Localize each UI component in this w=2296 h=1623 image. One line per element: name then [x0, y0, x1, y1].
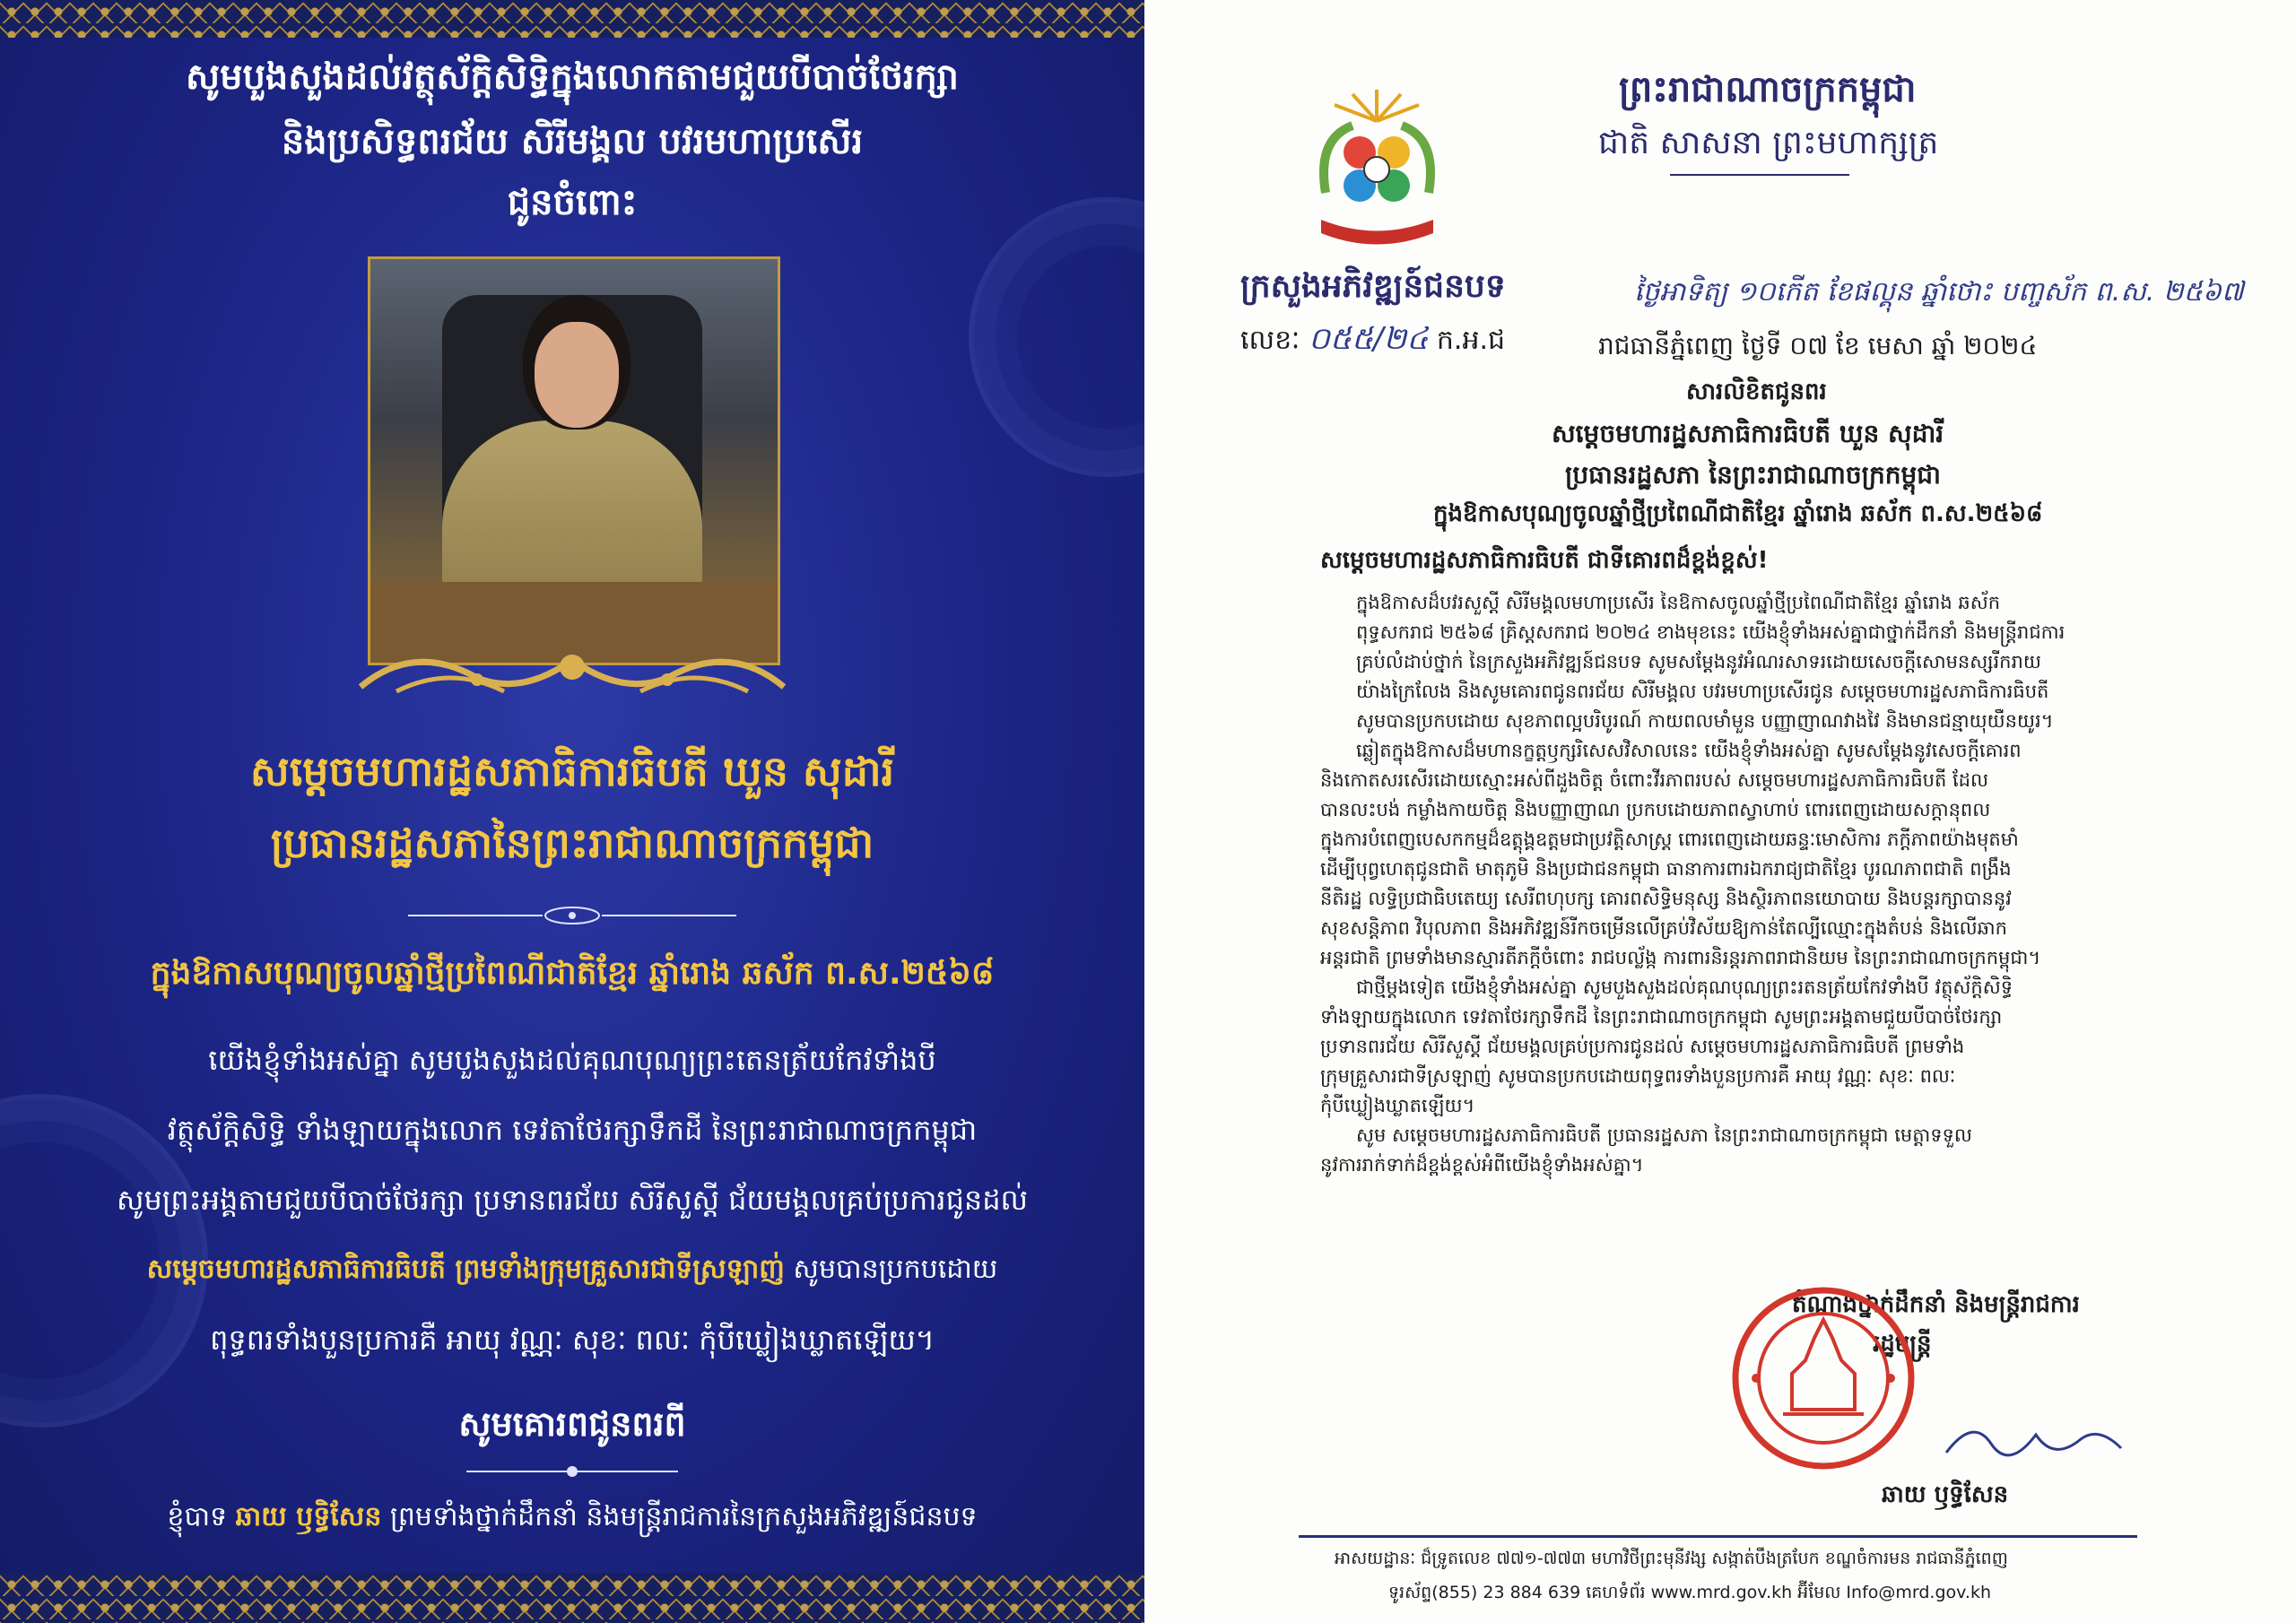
card-header-line2: និងប្រសិទ្ធពរជ័យ សិរីមង្គល បវរមហាប្រសើរ [281, 121, 864, 162]
letter-sign-role: រដ្ឋមន្ត្រី [1873, 1331, 1932, 1358]
ref-label: លេខៈ [1240, 325, 1300, 356]
letter-sign-title: តំណាងថ្នាក់ដឹកនាំ និងមន្ត្រីរាជការ [1792, 1291, 2080, 1318]
card-body-line5: ពុទ្ធពរទាំងបួនប្រការគឺ អាយុ វណ្ណៈ សុខៈ ពលៈ កុំបីឃ្លៀងឃ្លាតឡើយ។ [210, 1323, 935, 1357]
letter-line: ឆ្លៀតក្នុងឱកាសដ៏មហានក្ខត្តឫក្សរិសេសវិសាលនេះ យើងខ្ញុំទាំងអស់គ្នា សូមសម្ដែងនូវសេចក្ដីគោរព [1356, 740, 2022, 761]
letter-line: ជាថ្មីម្តងទៀត យើងខ្ញុំទាំងអស់គ្នា សូមបួងសួងដល់គុណបុណ្យព្រះរតនត្រ័យកែវទាំងបី វត្ថុស័ក្តិសិទ្ធិ [1356, 976, 2013, 998]
letter-salutation: សម្ដេចមហារដ្ឋសភាធិការធិបតី ជាទីគោរពដ៏ខ្ពង់ខ្ពស់! [1320, 547, 1769, 574]
card-name: សម្ដេចមហារដ្ឋសភាធិការធិបតី ឃួន សុដារី [249, 747, 895, 795]
card-body-line1: យើងខ្ញុំទាំងអស់គ្នា សូមបួងសួងដល់គុណបុណ្យព្រះតេនត្រ័យកែវទាំងបី [208, 1043, 936, 1077]
letter-signer: ឆាយ ឫទ្ធិសែន [1882, 1481, 2009, 1508]
letter-paragraph [1320, 1121, 2154, 1180]
letter-line: ក្រុមគ្រួសារជាទីស្រឡាញ់ សូមបានប្រកបដោយពុទ្ធពរទាំងបួនប្រការគឺ អាយុ វណ្ណៈ សុខៈ ពលៈ [1320, 1065, 1956, 1087]
letter-subject-4: ក្នុងឱកាសបុណ្យចូលឆ្នាំថ្មីប្រពៃណីជាតិខ្មែរ ឆ្នាំរោង ឆស័ក ព.ស.២៥៦៨ [1433, 500, 2043, 527]
mandala-decoration [969, 197, 1144, 477]
sender-name: ឆាយ ឫទ្ធិសែន [235, 1501, 382, 1532]
ref-suffix: ក.អ.ជ [1436, 325, 1506, 356]
signature-icon [1937, 1408, 2126, 1471]
letter-line: សុខសន្តិភាព វិបុលភាព និងអភិវឌ្ឍន៍រីកចម្រើនលើគ្រប់វិស័យឱ្យកាន់តែល្បីឈ្មោះក្នុងតំបន់ និងលើឆាក [1320, 917, 2007, 939]
letter-line: នូវការរាក់ទាក់ដ៏ខ្ពង់ខ្ពស់អំពីយើងខ្ញុំទាំងអស់គ្នា។ [1320, 1154, 1644, 1176]
letter-line: សូមបានប្រកបដោយ សុខភាពល្អបរិបូរណ៍ កាយពលមាំមួន បញ្ញាញាណវាងវៃ និងមានជន្មាយុយឺនយូរ។ [1356, 710, 2054, 732]
letter-subject-2: សម្ដេចមហារដ្ឋសភាធិការធិបតី ឃួន សុដារី [1552, 419, 1944, 448]
closing-divider [466, 1463, 678, 1480]
letter-kingdom: ព្រះរាជាណាចក្រកម្ពុជា [1619, 69, 1917, 110]
sender-prefix: ខ្ញុំបាទ [167, 1501, 236, 1532]
card-header-line3: ជូនចំពោះ [507, 182, 638, 223]
letter-line: ប្រទានពរជ័យ សិរីសួស្តី ជ័យមង្គលគ្រប់ប្រការជូនដល់ សម្ដេចមហារដ្ឋសភាធិការធិបតី ព្រមទាំង [1320, 1036, 1965, 1057]
letter-line: ក្នុងការបំពេញបេសកកម្មដ៏ឧត្ដុង្គឧត្ដមជាប្រវត្តិសាស្ត្រ ពោរពេញដោយឆន្ទៈមោសិការ ភក្ដីភាពយ៉ាងមុតមាំ [1320, 829, 2019, 850]
card-position: ប្រធានរដ្ឋសភានៃព្រះរាជាណាចក្រកម្ពុជា [270, 819, 874, 867]
letter-line: គ្រប់លំដាប់ថ្នាក់ នៃក្រសួងអភិវឌ្ឍន៍ជនបទ សូមសម្ដែងនូវអំណរសាទរដោយសេចក្ដីសោមនស្សរីករាយ [1356, 651, 2041, 673]
ministry-logo-icon [1299, 85, 1456, 256]
letter-reference [1240, 319, 1505, 364]
letter-footer-address: អាសយដ្ឋានៈ ជ៏ទ្រូតលេខ ៧៧១-៧៧៣ មហាវិថីព្រះមុនីវង្ស សង្កាត់បឹងត្របែក ខណ្ឌចំការមន រាជធានីភ្នំពេញ [1335, 1549, 2008, 1568]
letter-subject-1: សារលិខិតជូនពរ [1686, 378, 1827, 405]
letter-line: កុំបីឃ្លៀងឃ្លាតឡើយ។ [1320, 1095, 1475, 1116]
letter-line: បានលះបង់ កម្លាំងកាយចិត្ត និងបញ្ញាញាណ ប្រកបដោយភាពស្វាហាប់ ពោរពេញដោយសក្ដានុពល [1320, 799, 1991, 820]
footer-rule [1299, 1535, 2137, 1538]
letter-paragraph [1320, 736, 2154, 973]
ornament-divider [408, 906, 736, 925]
letter-line: អន្តរជាតិ ព្រមទាំងមានស្មារតីភក្ដីចំពោះ រាជបល្ល័ង្ក ការពារនិរន្តរភាពរាជានិយម នៃព្រះរាជាណាចក្រកម្ពុជា។ [1320, 947, 2041, 968]
letter-line: ទាំងឡាយក្នុងលោក ទេវតាថែរក្សាទឹកដី នៃព្រះរាជាណាចក្រកម្ពុជា សូមព្រះអង្គតាមជួយបីបាច់ថែរក្សា [1320, 1006, 2003, 1028]
letter-line: សូម សម្ដេចមហារដ្ឋសភាធិការធិបតី ប្រធានរដ្ឋសភា នៃព្រះរាជាណាចក្រកម្ពុជា មេត្តាទទួល [1356, 1124, 1972, 1146]
card-closing: សូមគោរពជូនពរពី [458, 1404, 686, 1444]
letter-subject-3: ប្រធានរដ្ឋសភា នៃព្រះរាជាណាចក្រកម្ពុជា [1565, 460, 1941, 490]
letter-footer-contact: ទូរស័ព្ទ(855) 23 884 639 គេហទំព័រ www.mrd.gov.kh អ៊ីមែល Info@mrd.gov.kh [1388, 1583, 1992, 1602]
card-top-border [0, 0, 1144, 38]
letter-ministry: ក្រសួងអភិវឌ្ឍន៍ជនបទ [1240, 268, 1506, 305]
letter-motto: ជាតិ សាសនា ព្រះមហាក្សត្រ [1598, 125, 1939, 161]
motto-rule [1670, 174, 1849, 176]
card-sender [0, 1499, 1144, 1539]
card-body-line2: វត្ថុស័ក្តិសិទ្ធិ ទាំងឡាយក្នុងលោក ទេវតាថែរក្សាទឹកដី នៃព្រះរាជាណាចក្រកម្ពុជា [167, 1113, 978, 1147]
gold-ornament [343, 642, 802, 705]
letter-line: ក្នុងឱកាសដ៏បវរសួស្តី សិរីមង្គលមហាប្រសើរ នៃឱកាសចូលឆ្នាំថ្មីប្រពៃណីជាតិខ្មែរ ឆ្នាំរោង ឆស័ក [1356, 592, 2001, 613]
card-body-line4-gold: សម្ដេចមហារដ្ឋសភាធិការធិបតី ព្រមទាំងក្រុមគ្រួសារជាទីស្រឡាញ់ [146, 1254, 785, 1285]
card-occasion: ក្នុងឱកាសបុណ្យចូលឆ្នាំថ្មីប្រពៃណីជាតិខ្មែរ ឆ្នាំរោង ឆស័ក ព.ស.២៥៦៨ [150, 955, 995, 992]
card-body-line4 [0, 1252, 1144, 1291]
letter-line: ដើម្បីបុព្វហេតុជូនជាតិ មាតុភូមិ និងប្រជាជនកម្ពុជា ធានាការពារឯករាជ្យជាតិខ្មែរ បូរណភាពជាតិ ពង្រឹង [1320, 858, 2012, 880]
letter-line: នីតិរដ្ឋ លទ្ធិប្រជាធិបតេយ្យ សេរីពហុបក្ស គោរពសិទ្ធិមនុស្ស និងស្ថិរភាពនយោបាយ និងបន្តរក្សាបាននូវ [1320, 888, 2012, 909]
greeting-card [0, 0, 1144, 1623]
card-bottom-border [0, 1573, 1144, 1623]
letter-line: ពុទ្ធសករាជ ២៥៦៨ គ្រិស្តសករាជ ២០២៤ ខាងមុខនេះ យើងខ្ញុំទាំងអស់គ្នាជាថ្នាក់ដឹកនាំ និងមន្ត្រីរាជការ [1356, 621, 2066, 643]
letter-lunar-date: ថ្ងៃអាទិត្យ ១០កើត ខែផល្គុន ឆ្នាំថោះ បញ្ចស័ក ព.ស. ២៥៦៧ [1634, 276, 2244, 308]
letter-line: និងកោតសរសើរដោយស្មោះអស់ពីដួងចិត្ត ចំពោះវីរភាពរបស់ សម្ដេចមហារដ្ឋសភាធិការធិបតី ដែល [1320, 769, 1988, 791]
letter-body [1320, 588, 2154, 1180]
card-body-line3: សូមព្រះអង្គតាមជួយបីបាច់ថែរក្សា ប្រទានពរជ័យ សិរីសួស្តី ជ័យមង្គលគ្រប់ប្រការជូនដល់ [117, 1183, 1028, 1217]
portrait-photo [368, 256, 780, 665]
card-body-line4-rest: សូមបានប្រកបដោយ [784, 1254, 998, 1285]
letter-line: យ៉ាងក្រៃលែង និងសូមគោរពជូនពរជ័យ សិរីមង្គល បវរមហាប្រសើរជូន សម្ដេចមហារដ្ឋសភាធិការធិបតី [1356, 681, 2049, 702]
letter-paragraph [1320, 973, 2154, 1121]
sender-rest: ព្រមទាំងថ្នាក់ដឹកនាំ និងមន្ត្រីរាជការនៃក្រសួងអភិវឌ្ឍន៍ជនបទ [381, 1501, 978, 1532]
official-seal-icon [1729, 1284, 1918, 1472]
ref-number: ០៥៥/២៤ [1308, 321, 1429, 357]
letter-paragraph [1320, 588, 2154, 736]
card-header-line1: សូមបួងសួងដល់វត្ថុស័ក្តិសិទ្ធិក្នុងលោកតាមជួយបីបាច់ថែរក្សា [186, 56, 959, 98]
letter-place-date: រាជធានីភ្នំពេញ ថ្ងៃទី ០៧ ខែ មេសា ឆ្នាំ ២០២៤ [1598, 331, 2038, 360]
